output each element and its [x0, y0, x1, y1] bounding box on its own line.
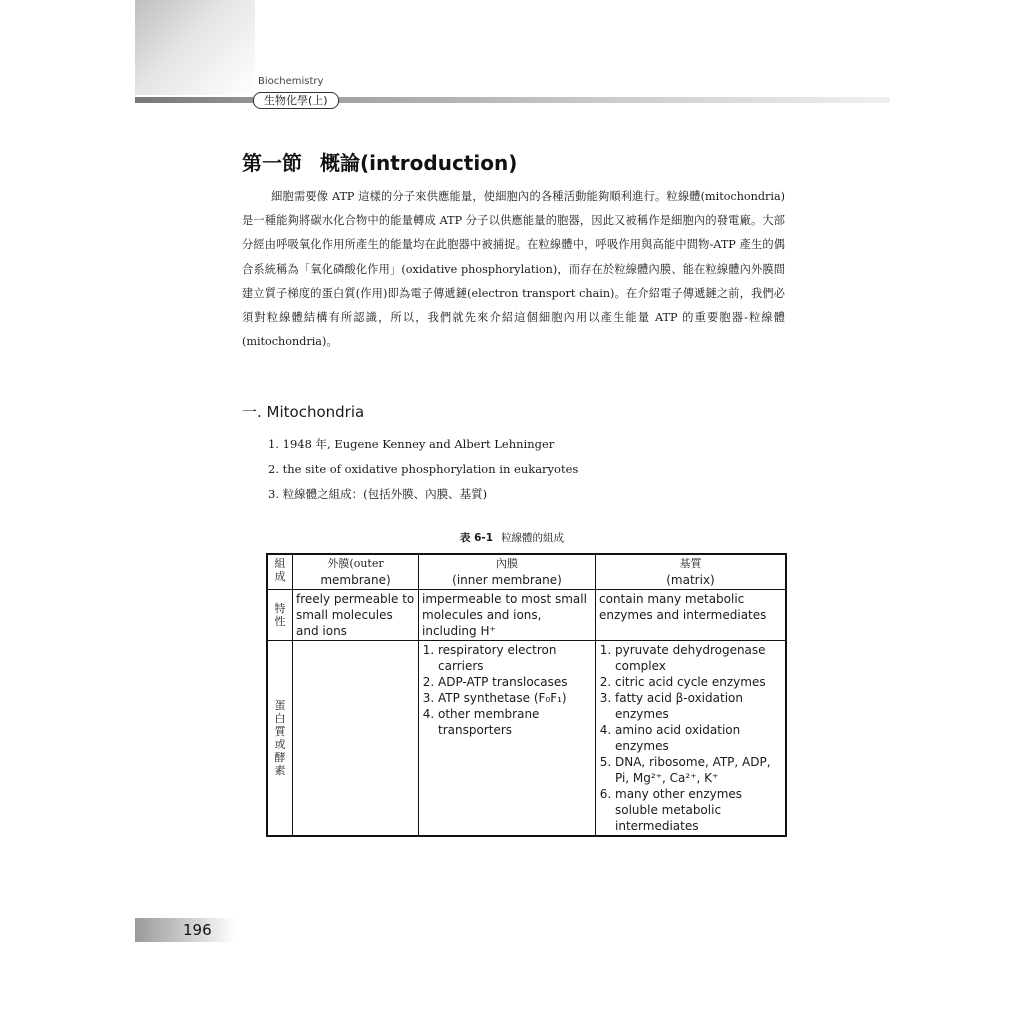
row-label-properties: 特性 — [267, 590, 293, 641]
list-item: 2. the site of oxidative phosphorylation in eukaryotes — [268, 462, 579, 476]
list-item: 1. pyruvate dehydrogenase complex — [615, 642, 782, 674]
table-cell — [596, 641, 787, 837]
table-number: 表 6-1 — [459, 532, 494, 544]
section-title — [242, 147, 517, 176]
book-title-en: Biochemistry — [258, 76, 324, 87]
table-header-row — [267, 554, 786, 590]
header-inner-membrane: 內膜 (inner membrane) — [419, 554, 596, 590]
mitochondria-composition-table — [266, 553, 787, 837]
list-item: 5. DNA, ribosome, ATP, ADP, Pi, Mg²⁺, Ca²⁺, K⁺ — [615, 754, 782, 786]
list-item: 4. other membrane transporters — [438, 706, 592, 738]
list-item: 6. many other enzymes soluble metabolic intermediates — [615, 786, 782, 834]
corner-decoration — [135, 0, 255, 95]
page-number: 196 — [183, 921, 212, 939]
table-row-proteins — [267, 641, 786, 837]
table-caption-text: 粒線體的組成 — [501, 532, 565, 544]
list-item: 2. ADP-ATP translocases — [438, 674, 592, 690]
list-item: 1. 1948 年, Eugene Kenney and Albert Lehninger — [268, 437, 555, 451]
intro-paragraph: 細胞需要像 ATP 這樣的分子來供應能量，使細胞內的各種活動能夠順利進行。粒線體(mitochondria)是一種能夠將碳水化合物中的能量轉成 ATP 分子以供應能量的胞器，因此又被稱作是細胞內的發電廠。大部分經由呼吸氧化作用所產生的能量均在此胞器中被捕捉。在粒線體中，呼吸作用與高能中間物-ATP 產生的偶合系統稱為「氧化磷酸化作用」(oxidative phosphorylation)，而存在於粒線體內膜、能在粒線體內外膜間建立質子梯度的蛋白質(作用)即為電子傳遞鏈(electron transport chain)。在介紹電子傳遞鏈之前，我們必須對粒線體結構有所認識，所以，我們就先來介紹這個細胞內用以產生能量 ATP 的重要胞器-粒線體(mitochondria)。 — [242, 190, 785, 349]
list-item: 2. citric acid cycle enzymes — [615, 674, 782, 690]
table-cell: contain many metabolic enzymes and intermediates — [596, 590, 787, 641]
table-cell: freely permeable to small molecules and ions — [293, 590, 419, 641]
section-number: 第一節 — [242, 151, 302, 175]
header-outer-membrane: 外膜(outer membrane) — [293, 554, 419, 590]
list-item: 3. fatty acid β-oxidation enzymes — [615, 690, 782, 722]
subsection-title: 一. Mitochondria — [242, 403, 365, 421]
table-cell — [293, 641, 419, 837]
list-item: 3. ATP synthetase (F₀F₁) — [438, 690, 592, 706]
header-rule — [135, 97, 890, 103]
section-name: 概論(introduction) — [320, 151, 518, 175]
row-label-proteins: 蛋白質或酵素 — [267, 641, 293, 837]
table-corner-cell: 組成 — [267, 554, 293, 590]
table-cell: impermeable to most small molecules and ions, including H⁺ — [419, 590, 596, 641]
header-matrix: 基質 (matrix) — [596, 554, 787, 590]
book-title-zh: 生物化學(上) — [253, 92, 339, 109]
table-caption — [0, 530, 1024, 545]
matrix-list — [599, 642, 782, 834]
table-row-properties — [267, 590, 786, 641]
list-item: 1. respiratory electron carriers — [438, 642, 592, 674]
list-item: 4. amino acid oxidation enzymes — [615, 722, 782, 754]
list-item: 3. 粒線體之組成：(包括外膜、內膜、基質) — [268, 487, 488, 501]
table-cell — [419, 641, 596, 837]
inner-membrane-list — [422, 642, 592, 738]
